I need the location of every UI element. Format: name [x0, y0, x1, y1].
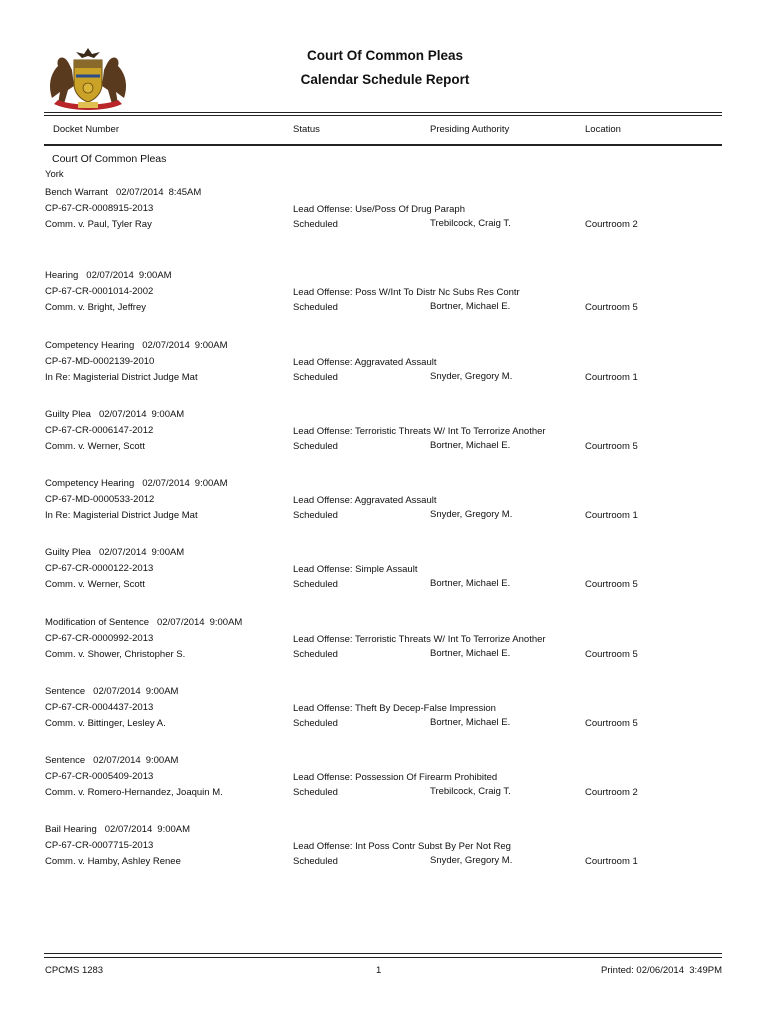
entry-docket: CP-67-MD-0002139-2010	[45, 356, 155, 367]
schedule-entry	[0, 755, 768, 815]
schedule-entry	[0, 617, 768, 677]
footer-printed: Printed: 02/06/2014 3:49PM	[601, 965, 722, 976]
pennsylvania-seal-icon	[44, 46, 132, 112]
entry-date: 02/07/2014	[93, 755, 141, 766]
entry-date: 02/07/2014	[104, 824, 153, 835]
entry-judge: Trebilcock, Craig T.	[430, 786, 511, 797]
entry-time: 9:00AM	[145, 686, 179, 697]
entry-time: 9:00AM	[157, 824, 191, 835]
entry-offense: Lead Offense: Simple Assault	[293, 564, 418, 575]
entry-caption: In Re: Magisterial District Judge Mat	[45, 510, 198, 521]
court-section-county: York	[45, 169, 64, 180]
schedule-entry	[0, 340, 768, 400]
entry-event	[45, 478, 228, 489]
entry-location: Courtroom 5	[585, 441, 638, 452]
schedule-entry	[0, 824, 768, 884]
entry-offense: Lead Offense: Aggravated Assault	[293, 495, 437, 506]
entry-location: Courtroom 1	[585, 372, 638, 383]
entry-time: 9:00AM	[194, 478, 228, 489]
footer-rule-bottom	[44, 957, 722, 958]
entry-event	[45, 187, 201, 198]
entry-date: 02/07/2014	[93, 686, 141, 697]
entry-judge: Snyder, Gregory M.	[430, 371, 513, 382]
entry-date: 02/07/2014	[142, 478, 190, 489]
column-header-location: Location	[585, 124, 621, 135]
report-title-line1: Court Of Common Pleas	[306, 48, 463, 63]
entry-date: 02/07/2014	[157, 617, 205, 628]
entry-judge: Bortner, Michael E.	[430, 578, 511, 589]
footer-rule-top	[44, 953, 722, 954]
entry-event-type: Sentence	[45, 686, 86, 697]
entry-event	[45, 409, 184, 420]
entry-judge: Bortner, Michael E.	[430, 440, 511, 451]
entry-docket: CP-67-CR-0007715-2013	[45, 840, 154, 851]
entry-time: 9:00AM	[151, 547, 185, 558]
column-header-status: Status	[293, 124, 320, 135]
entry-location: Courtroom 2	[585, 219, 638, 230]
entry-date: 02/07/2014	[86, 270, 134, 281]
entry-location: Courtroom 5	[585, 718, 638, 729]
entry-caption: Comm. v. Bright, Jeffrey	[45, 302, 147, 313]
entry-location: Courtroom 1	[585, 856, 638, 867]
entry-event-type: Competency Hearing	[45, 340, 135, 351]
entry-judge: Snyder, Gregory M.	[430, 855, 513, 866]
court-section-name: Court Of Common Pleas	[52, 153, 167, 165]
entry-event	[45, 340, 228, 351]
schedule-entry	[0, 686, 768, 746]
entry-judge: Bortner, Michael E.	[430, 301, 511, 312]
entry-event-type: Competency Hearing	[45, 478, 135, 489]
header-rule-top	[44, 112, 722, 113]
schedule-entry	[0, 409, 768, 469]
entry-caption: Comm. v. Bittinger, Lesley A.	[45, 718, 166, 729]
entry-event	[45, 755, 178, 766]
entry-status: Scheduled	[293, 649, 338, 660]
entry-date: 02/07/2014	[98, 547, 147, 558]
entry-caption: Comm. v. Paul, Tyler Ray	[45, 219, 152, 230]
entry-date: 02/07/2014	[116, 187, 164, 198]
entry-judge: Bortner, Michael E.	[430, 717, 511, 728]
entry-docket: CP-67-CR-0000992-2013	[45, 633, 154, 644]
header-rule-top-second	[44, 115, 722, 116]
entry-location: Courtroom 5	[585, 302, 638, 313]
entry-status: Scheduled	[293, 441, 338, 452]
schedule-entry	[0, 547, 768, 607]
entry-time: 9:00AM	[145, 755, 179, 766]
entry-event	[45, 824, 190, 835]
entry-event	[45, 547, 184, 558]
entry-offense: Lead Offense: Aggravated Assault	[293, 357, 437, 368]
entry-date: 02/07/2014	[98, 409, 147, 420]
entry-location: Courtroom 5	[585, 579, 638, 590]
schedule-entry	[0, 478, 768, 538]
entry-docket: CP-67-CR-0005409-2013	[45, 771, 154, 782]
entry-location: Courtroom 5	[585, 649, 638, 660]
entry-caption: Comm. v. Hamby, Ashley Renee	[45, 856, 181, 867]
entry-docket: CP-67-CR-0006147-2012	[45, 425, 154, 436]
entry-docket: CP-67-CR-0004437-2013	[45, 702, 154, 713]
entry-event-type: Guilty Plea	[45, 547, 91, 558]
header-rule-bottom	[44, 144, 722, 146]
entry-offense: Lead Offense: Use/Poss Of Drug Paraph	[293, 204, 465, 215]
entry-location: Courtroom 1	[585, 510, 638, 521]
entry-time: 9:00AM	[209, 617, 243, 628]
entry-offense: Lead Offense: Terroristic Threats W/ Int To Terrorize Another	[293, 426, 546, 437]
entry-event-type: Hearing	[45, 270, 79, 281]
schedule-entry	[0, 187, 768, 247]
footer-form-id: CPCMS 1283	[45, 965, 104, 976]
column-header-authority: Presiding Authority	[430, 124, 510, 135]
entry-time: 9:00AM	[138, 270, 172, 281]
entry-status: Scheduled	[293, 372, 338, 383]
entry-event	[45, 270, 172, 281]
entry-offense: Lead Offense: Possession Of Firearm Prohibited	[293, 772, 498, 783]
entry-caption: Comm. v. Shower, Christopher S.	[45, 649, 186, 660]
entry-event	[45, 617, 242, 628]
entry-event-type: Bail Hearing	[45, 824, 97, 835]
entry-status: Scheduled	[293, 718, 338, 729]
entry-judge: Snyder, Gregory M.	[430, 509, 513, 520]
entry-offense: Lead Offense: Int Poss Contr Subst By Per Not Reg	[293, 841, 511, 852]
entry-docket: CP-67-CR-0008915-2013	[45, 203, 154, 214]
entry-offense: Lead Offense: Theft By Decep-False Impression	[293, 703, 496, 714]
entry-judge: Bortner, Michael E.	[430, 648, 511, 659]
entry-event-type: Bench Warrant	[45, 187, 109, 198]
entry-time: 8:45AM	[168, 187, 202, 198]
entry-status: Scheduled	[293, 787, 338, 798]
entry-docket: CP-67-MD-0000533-2012	[45, 494, 155, 505]
entry-status: Scheduled	[293, 856, 338, 867]
footer-page-number: 1	[376, 965, 382, 976]
entry-offense: Lead Offense: Terroristic Threats W/ Int To Terrorize Another	[293, 634, 546, 645]
column-header-docket: Docket Number	[53, 124, 119, 135]
entry-time: 9:00AM	[151, 409, 185, 420]
entry-offense: Lead Offense: Poss W/Int To Distr Nc Subs Res Contr	[293, 287, 520, 298]
entry-status: Scheduled	[293, 510, 338, 521]
entry-event-type: Sentence	[45, 755, 86, 766]
report-title-line2: Calendar Schedule Report	[300, 72, 470, 87]
entry-status: Scheduled	[293, 219, 338, 230]
entry-status: Scheduled	[293, 302, 338, 313]
entry-event-type: Guilty Plea	[45, 409, 91, 420]
entry-status: Scheduled	[293, 579, 338, 590]
entry-event-type: Modification of Sentence	[45, 617, 150, 628]
entry-date: 02/07/2014	[142, 340, 190, 351]
entry-judge: Trebilcock, Craig T.	[430, 218, 511, 229]
entry-time: 9:00AM	[194, 340, 228, 351]
entry-caption: Comm. v. Werner, Scott	[45, 441, 145, 452]
entry-docket: CP-67-CR-0001014-2002	[45, 286, 154, 297]
entry-caption: Comm. v. Romero-Hernandez, Joaquin M.	[45, 787, 223, 798]
schedule-entry	[0, 270, 768, 330]
entry-caption: Comm. v. Werner, Scott	[45, 579, 145, 590]
entry-location: Courtroom 2	[585, 787, 638, 798]
entry-caption: In Re: Magisterial District Judge Mat	[45, 372, 198, 383]
entry-event	[45, 686, 178, 697]
entry-docket: CP-67-CR-0000122-2013	[45, 563, 154, 574]
